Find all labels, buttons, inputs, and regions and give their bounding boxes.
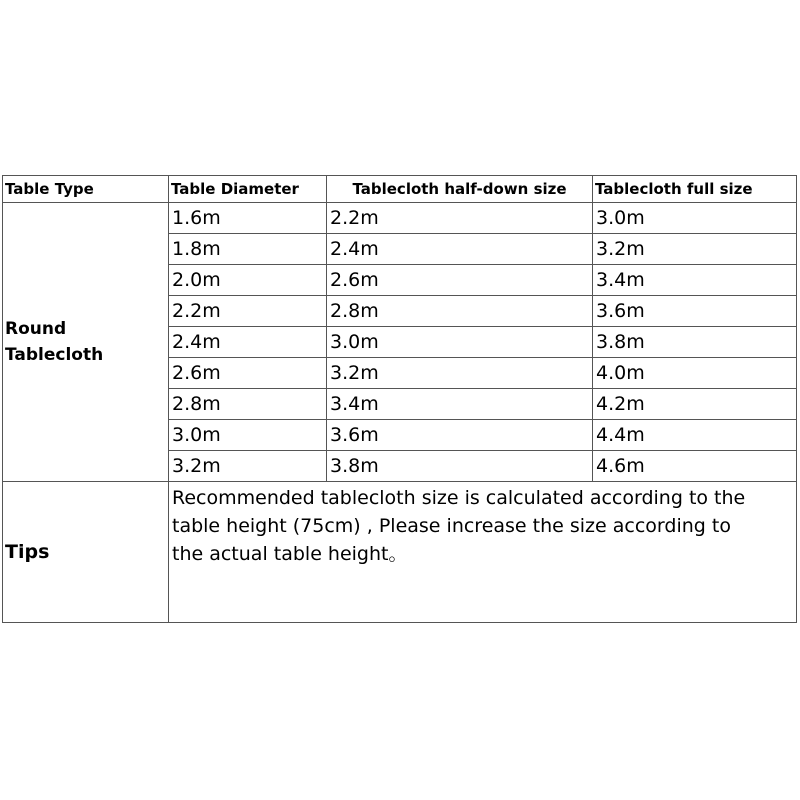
full-size-cell: 4.6m	[593, 451, 797, 482]
table-type-line-1: Round	[5, 319, 67, 339]
half-down-cell: 2.4m	[327, 234, 593, 265]
half-down-cell: 3.6m	[327, 420, 593, 451]
full-size-cell: 3.4m	[593, 265, 797, 296]
full-size-cell: 4.0m	[593, 358, 797, 389]
diameter-cell: 1.8m	[169, 234, 327, 265]
tablecloth-size-table	[2, 175, 797, 623]
header-table-type: Table Type	[3, 176, 169, 203]
header-table-diameter: Table Diameter	[169, 176, 327, 203]
full-size-cell: 3.2m	[593, 234, 797, 265]
half-down-cell: 2.6m	[327, 265, 593, 296]
full-size-cell: 3.6m	[593, 296, 797, 327]
table-type-cell	[3, 203, 169, 482]
tips-line-3: the actual table height。	[172, 543, 408, 565]
half-down-cell: 3.8m	[327, 451, 593, 482]
tips-line-2: table height (75cm) , Please increase the size according to	[172, 515, 731, 537]
half-down-cell: 3.4m	[327, 389, 593, 420]
full-size-cell: 3.0m	[593, 203, 797, 234]
tips-row	[3, 482, 797, 623]
diameter-cell: 2.0m	[169, 265, 327, 296]
tips-text	[169, 482, 797, 623]
diameter-cell: 2.8m	[169, 389, 327, 420]
diameter-cell: 2.4m	[169, 327, 327, 358]
table-row	[3, 203, 797, 234]
diameter-cell: 3.0m	[169, 420, 327, 451]
diameter-cell: 2.2m	[169, 296, 327, 327]
full-size-cell: 3.8m	[593, 327, 797, 358]
half-down-cell: 3.2m	[327, 358, 593, 389]
table-type-line-2: Tablecloth	[5, 345, 104, 365]
diameter-cell: 3.2m	[169, 451, 327, 482]
half-down-cell: 2.2m	[327, 203, 593, 234]
tips-label: Tips	[3, 482, 169, 623]
table-header-row	[3, 176, 797, 203]
header-half-down-size: Tablecloth half-down size	[327, 176, 593, 203]
diameter-cell: 1.6m	[169, 203, 327, 234]
full-size-cell: 4.4m	[593, 420, 797, 451]
diameter-cell: 2.6m	[169, 358, 327, 389]
tips-line-1: Recommended tablecloth size is calculated according to the	[172, 487, 746, 509]
header-full-size: Tablecloth full size	[593, 176, 797, 203]
full-size-cell: 4.2m	[593, 389, 797, 420]
half-down-cell: 2.8m	[327, 296, 593, 327]
half-down-cell: 3.0m	[327, 327, 593, 358]
